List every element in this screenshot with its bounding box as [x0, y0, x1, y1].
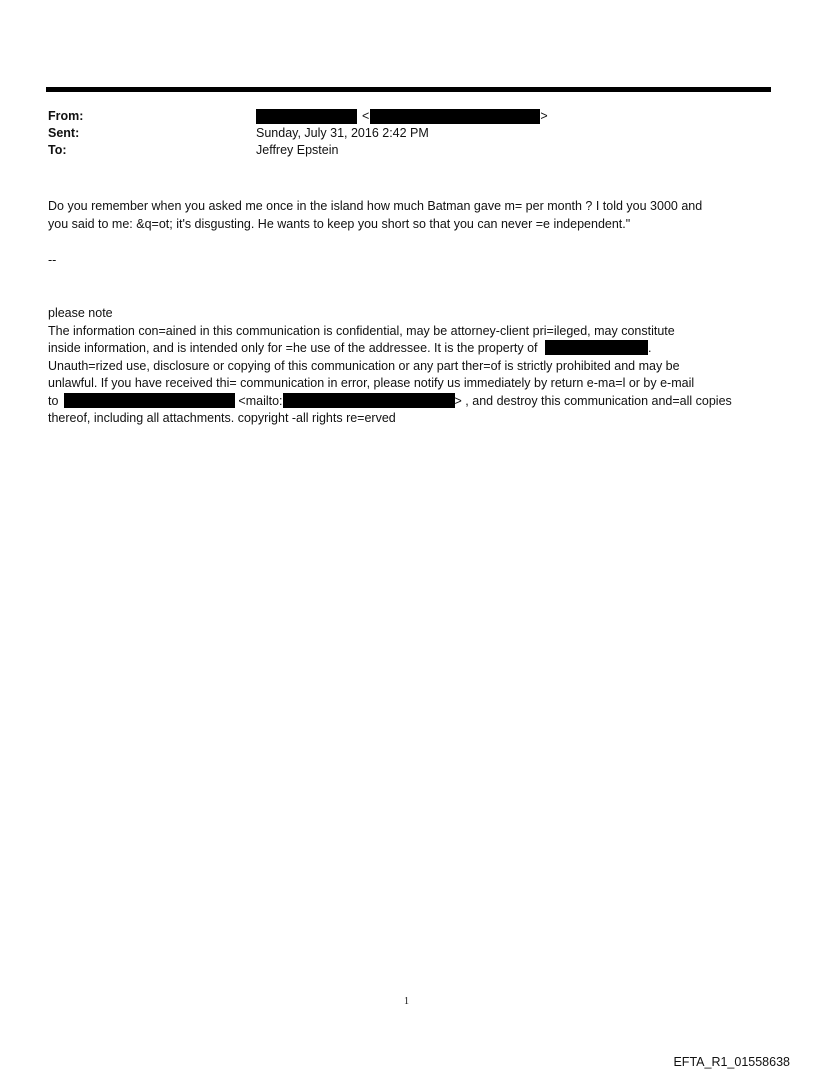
from-bracket-close: >	[540, 109, 548, 123]
to-label: To:	[48, 143, 67, 157]
message-line: Do you remember when you asked me once in the island how much Batman gave m= per month ? I told you 3000 and	[48, 199, 703, 213]
email-header	[48, 108, 548, 159]
document-id: EFTA_R1_01558638	[673, 1055, 790, 1069]
disclaimer-line	[48, 393, 768, 411]
from-value	[256, 108, 548, 125]
disclaimer-line	[48, 340, 768, 358]
disclaimer-line: thereof, including all attachments. copyright -all rights re=erved	[48, 411, 396, 425]
header-rule	[46, 87, 771, 92]
sent-value: Sunday, July 31, 2016 2:42 PM	[256, 126, 429, 140]
to-row	[48, 142, 548, 159]
disclaimer-text: <mailto:	[238, 393, 283, 408]
disclaimer-text: inside information, and is intended only for =he use of the addressee. It is the property of	[48, 341, 538, 355]
redaction-block	[545, 340, 648, 355]
disclaimer-line: The information con=ained in this communication is confidential, may be attorney-client pri=ileged, may constitute	[48, 323, 675, 338]
from-label: From:	[48, 109, 84, 123]
disclaimer-line: unlawful. If you have received thi= communication in error, please notify us immediately by return e-ma=l or by e-mail	[48, 376, 695, 390]
redaction-block	[370, 109, 540, 124]
signature-separator: --	[48, 253, 57, 267]
sent-row	[48, 125, 548, 142]
disclaimer-text: .	[648, 341, 652, 355]
message-body	[48, 198, 768, 233]
sent-label: Sent:	[48, 126, 80, 140]
from-row	[48, 108, 548, 125]
to-value: Jeffrey Epstein	[256, 143, 339, 157]
disclaimer-line: Unauth=rized use, disclosure or copying of this communication or any part ther=of is strictly prohibited and may be	[48, 358, 680, 373]
message-line: you said to me: &q=ot; it's disgusting. He wants to keep you short so that you can never =e independent."	[48, 216, 631, 231]
redaction-block	[64, 393, 235, 408]
redaction-block	[256, 109, 357, 124]
disclaimer	[48, 305, 768, 428]
disclaimer-text: > , and destroy this communication and=all copies	[454, 393, 732, 408]
disclaimer-title: please note	[48, 306, 113, 320]
page-number: 1	[404, 996, 409, 1007]
redaction-block	[283, 393, 455, 408]
from-bracket-open: <	[362, 109, 370, 123]
disclaimer-text: to	[48, 393, 59, 408]
